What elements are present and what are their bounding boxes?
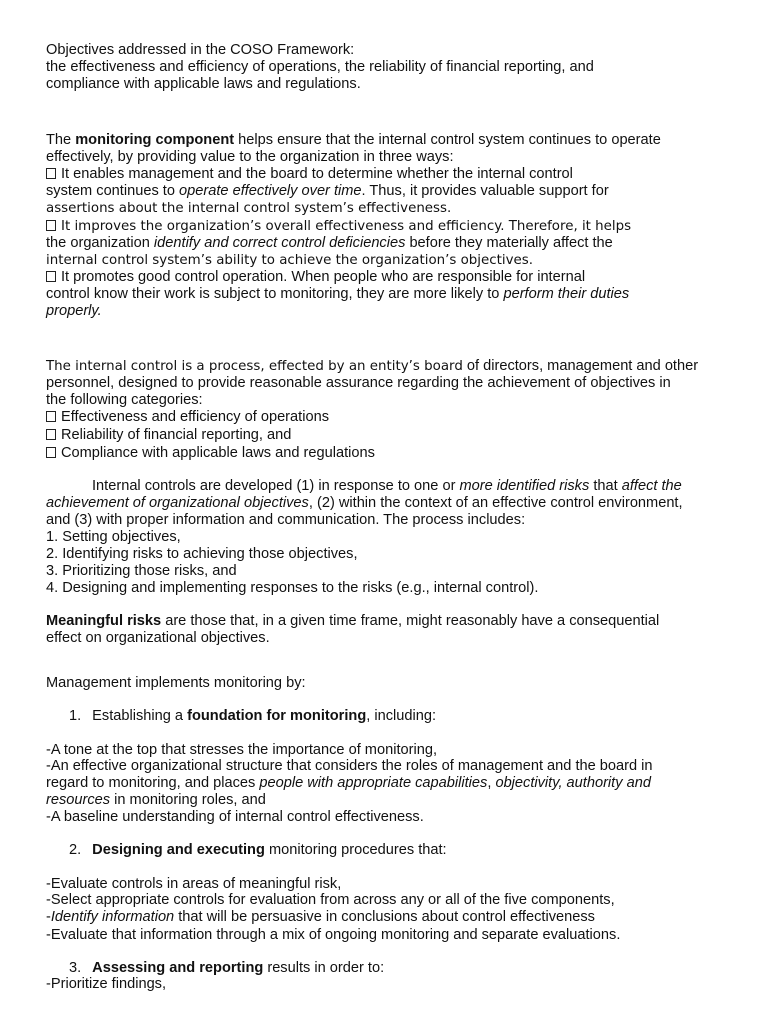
- monitoring-paragraph: effectively, by providing value to the organization in three ways:: [46, 149, 454, 165]
- checkbox-glyph-icon: [46, 271, 56, 282]
- bullet-item-continued: the organization identify and correct control deficiencies before they materially affect the: [46, 235, 613, 251]
- category-item: Compliance with applicable laws and regulations: [46, 445, 375, 462]
- checkbox-glyph-icon: [46, 411, 56, 422]
- bullet-item-continued: internal control system’s ability to achieve the organization’s objectives.: [46, 253, 533, 268]
- monitoring-component-term: monitoring component: [75, 132, 235, 148]
- foundation-item: -An effective organizational structure that considers the roles of management and the board in: [46, 758, 653, 774]
- foundation-item: -A tone at the top that stresses the importance of monitoring,: [46, 742, 438, 758]
- procedure-item: -Identify information that will be persuasive in conclusions about control effectiveness: [46, 909, 595, 925]
- meaningful-risks-term: Meaningful risks: [46, 613, 162, 629]
- procedure-item: -Select appropriate controls for evaluation from across any or all of the five components,: [46, 892, 615, 908]
- objectives-text: the effectiveness and efficiency of operations, the reliability of financial reporting, and: [46, 59, 594, 75]
- process-step: 3. Prioritizing those risks, and: [46, 563, 237, 579]
- bullet-item-continued: control know their work is subject to monitoring, they are more likely to perform their duties: [46, 286, 630, 302]
- category-item: Reliability of financial reporting, and: [46, 427, 291, 444]
- internal-control-paragraph: personnel, designed to provide reasonable assurance regarding the achievement of objectives in: [46, 375, 671, 391]
- foundation-item: -A baseline understanding of internal control effectiveness.: [46, 809, 424, 825]
- process-step: 2. Identifying risks to achieving those objectives,: [46, 546, 358, 562]
- procedure-item: -Evaluate that information through a mix of ongoing monitoring and separate evaluations.: [46, 927, 621, 943]
- numbered-item: 3. Assessing and reporting results in order to:: [69, 960, 385, 976]
- checkbox-glyph-icon: [46, 447, 56, 458]
- checkbox-glyph-icon: [46, 168, 56, 179]
- process-step: 4. Designing and implementing responses to the risks (e.g., internal control).: [46, 580, 539, 596]
- bullet-item-continued: assertions about the internal control system’s effectiveness.: [46, 201, 452, 216]
- foundation-item-continued: regard to monitoring, and places people with appropriate capabilities, objectivity, authority and: [46, 775, 651, 791]
- reporting-item: -Prioritize findings,: [46, 976, 167, 992]
- numbered-item: 1. Establishing a foundation for monitoring, including:: [69, 708, 437, 724]
- bullet-item: It improves the organization’s overall effectiveness and efficiency. Therefore, it helps: [46, 218, 631, 235]
- category-item: Effectiveness and efficiency of operations: [46, 409, 329, 426]
- developed-paragraph: Internal controls are developed (1) in response to one or more identified risks that affect the: [92, 478, 682, 494]
- procedure-item: -Evaluate controls in areas of meaningful risk,: [46, 876, 342, 892]
- numbered-item: 2. Designing and executing monitoring procedures that:: [69, 842, 447, 858]
- objectives-heading: Objectives addressed in the COSO Framework:: [46, 42, 355, 58]
- meaningful-risks-paragraph: Meaningful risks are those that, in a given time frame, might reasonably have a consequential: [46, 613, 660, 629]
- developed-paragraph: and (3) with proper information and communication. The process includes:: [46, 512, 526, 528]
- checkbox-glyph-icon: [46, 429, 56, 440]
- foundation-item-continued: resources in monitoring roles, and: [46, 792, 266, 808]
- checkbox-glyph-icon: [46, 220, 56, 231]
- management-intro: Management implements monitoring by:: [46, 675, 306, 691]
- objectives-text: compliance with applicable laws and regulations.: [46, 76, 361, 92]
- monitoring-paragraph: The monitoring component helps ensure that the internal control system continues to operate: [46, 132, 661, 148]
- bullet-item-continued: system continues to operate effectively over time. Thus, it provides valuable support for: [46, 183, 609, 199]
- internal-control-paragraph: The internal control is a process, effected by an entity’s board of directors, management and other: [46, 358, 699, 374]
- bullet-item-continued: properly.: [46, 303, 102, 319]
- bullet-item: It promotes good control operation. When people who are responsible for internal: [46, 269, 585, 286]
- process-step: 1. Setting objectives,: [46, 529, 181, 545]
- meaningful-risks-paragraph: effect on organizational objectives.: [46, 630, 270, 646]
- developed-paragraph: achievement of organizational objectives, (2) within the context of an effective control environment,: [46, 495, 683, 511]
- internal-control-paragraph: the following categories:: [46, 392, 203, 408]
- bullet-item: It enables management and the board to determine whether the internal control: [46, 166, 573, 183]
